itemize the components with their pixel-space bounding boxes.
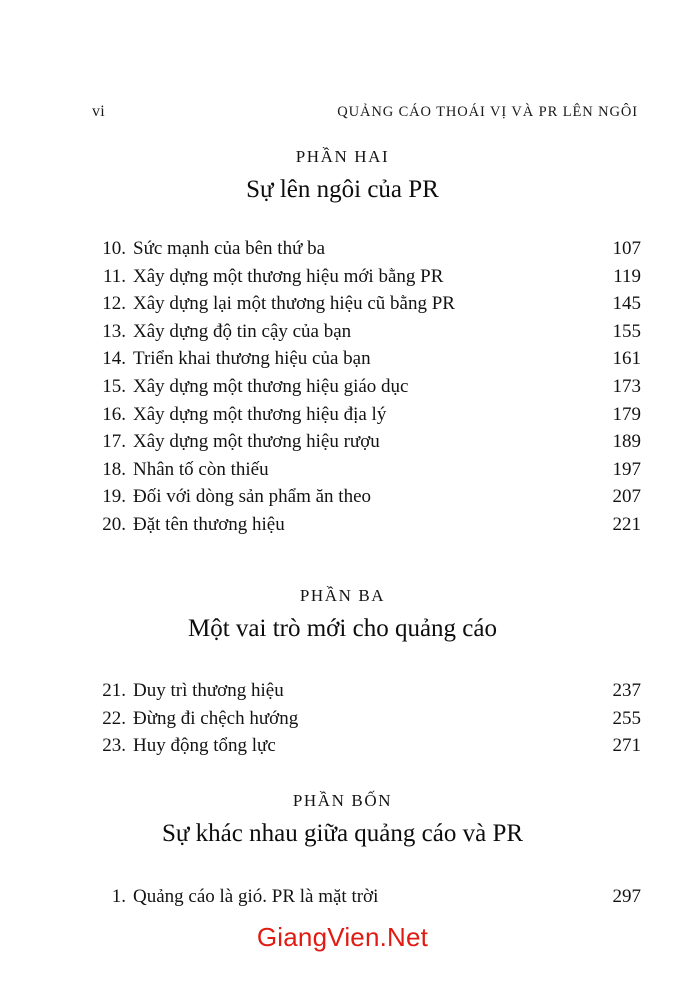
toc-entry-page-number: 119	[613, 265, 641, 287]
toc-entry-title: Quảng cáo là gió. PR là mặt trời	[133, 886, 379, 907]
toc-entry-title: Đối với dòng sản phẩm ăn theo	[133, 486, 372, 508]
page-folio: vi	[92, 103, 106, 120]
toc-entry-number: 10.	[102, 238, 126, 259]
toc-entry-row[interactable]	[92, 459, 641, 487]
toc-entry-row[interactable]	[92, 238, 641, 266]
toc-entry-row[interactable]	[92, 348, 641, 376]
part-heading-three	[45, 585, 640, 646]
toc-entry-row[interactable]	[92, 321, 641, 349]
toc-entry-row[interactable]	[92, 266, 641, 294]
part-label-four: PHẦN BỐN	[292, 791, 393, 810]
toc-entry-title: Xây dựng một thương hiệu mới bằng PR	[133, 265, 444, 287]
toc-entry-page-number: 173	[612, 375, 641, 397]
toc-entry-page-number: 221	[612, 513, 641, 535]
toc-entry-number: 13.	[102, 320, 126, 342]
toc-entry-number: 15.	[102, 375, 126, 397]
toc-entry-page-number: 297	[612, 886, 641, 907]
watermark-text: GiangVien.Net	[256, 922, 429, 952]
running-head-title: QUẢNG CÁO THOÁI VỊ VÀ PR LÊN NGÔI	[337, 104, 638, 120]
site-watermark	[0, 922, 685, 953]
toc-entry-row[interactable]	[92, 735, 641, 763]
toc-entry-number: 12.	[102, 293, 126, 315]
toc-entry-number: 19.	[102, 486, 126, 508]
toc-entry-page-number: 197	[612, 458, 641, 480]
toc-entry-title: Xây dựng lại một thương hiệu cũ bằng PR	[133, 293, 455, 315]
toc-entry-number: 23.	[102, 735, 126, 757]
toc-entry-page-number: 161	[612, 348, 641, 370]
toc-entry-number: 18.	[102, 458, 126, 480]
toc-list-part-two	[92, 238, 641, 542]
toc-entry-row[interactable]	[92, 514, 641, 542]
toc-entry-number: 22.	[102, 707, 126, 729]
toc-list-part-three	[92, 680, 641, 763]
toc-entry-page-number: 145	[612, 293, 641, 315]
toc-entry-page-number: 107	[612, 238, 641, 259]
toc-entry-row[interactable]	[92, 431, 641, 459]
toc-entry-number: 11.	[102, 265, 126, 287]
toc-entry-number: 14.	[102, 348, 126, 370]
toc-entry-number: 21.	[102, 680, 126, 701]
toc-entry-title: Xây dựng một thương hiệu giáo dục	[133, 375, 409, 397]
toc-entry-title: Nhân tố còn thiếu	[133, 458, 269, 480]
toc-list-part-four	[92, 886, 641, 914]
toc-entry-row[interactable]	[92, 886, 641, 914]
toc-entry-page-number: 271	[612, 735, 641, 757]
toc-entry-page-number: 189	[612, 431, 641, 453]
toc-entry-title: Xây dựng một thương hiệu địa lý	[133, 403, 387, 425]
toc-entry-title: Đừng đi chệch hướng	[133, 707, 299, 729]
toc-entry-page-number: 237	[612, 680, 641, 701]
running-head	[92, 103, 640, 125]
part-title-four: Sự khác nhau giữa quảng cáo và PR	[161, 819, 524, 847]
toc-entry-title: Duy trì thương hiệu	[133, 680, 284, 701]
toc-entry-title: Xây dựng một thương hiệu rượu	[133, 431, 380, 453]
toc-entry-row[interactable]	[92, 293, 641, 321]
toc-entry-row[interactable]	[92, 404, 641, 432]
toc-entry-row[interactable]	[92, 708, 641, 736]
toc-entry-row[interactable]	[92, 376, 641, 404]
toc-entry-page-number: 179	[612, 403, 641, 425]
toc-entry-title: Sức mạnh của bên thứ ba	[133, 238, 326, 259]
part-title-two: Sự lên ngôi của PR	[246, 175, 439, 203]
toc-entry-page-number: 255	[612, 707, 641, 729]
toc-entry-title: Đặt tên thương hiệu	[133, 513, 285, 535]
part-heading-four	[45, 790, 640, 851]
toc-entry-title: Xây dựng độ tin cậy của bạn	[133, 320, 352, 342]
toc-entry-number: 1.	[111, 886, 126, 907]
part-title-three: Một vai trò mới cho quảng cáo	[188, 614, 497, 642]
toc-entry-number: 20.	[102, 513, 126, 535]
toc-entry-title: Huy động tổng lực	[133, 735, 276, 757]
toc-entry-number: 16.	[102, 403, 126, 425]
toc-entry-row[interactable]	[92, 680, 641, 708]
part-label-three: PHẦN BA	[299, 586, 386, 605]
toc-entry-title: Triển khai thương hiệu của bạn	[133, 348, 371, 370]
part-label-two: PHẦN HAI	[295, 147, 390, 166]
toc-entry-row[interactable]	[92, 486, 641, 514]
toc-entry-page-number: 155	[612, 320, 641, 342]
toc-entry-page-number: 207	[612, 486, 641, 508]
toc-entry-number: 17.	[102, 431, 126, 453]
part-heading-two	[45, 146, 640, 207]
